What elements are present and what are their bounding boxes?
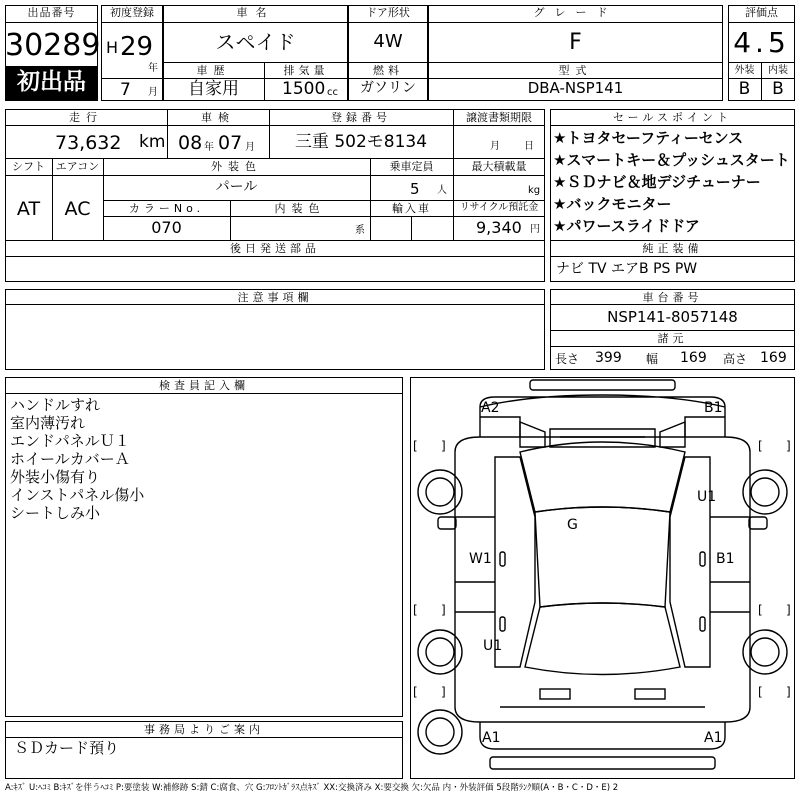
bracket-mark: ] bbox=[441, 603, 446, 617]
bracket-mark: ] bbox=[441, 439, 446, 453]
ext-color: パール bbox=[215, 179, 258, 195]
int-color-label: 内装色 bbox=[274, 202, 326, 215]
remark-line: ハンドルすれ bbox=[10, 396, 101, 414]
chassis-label: 車台番号 bbox=[642, 291, 703, 304]
remark-line: 外装小傷有り bbox=[10, 468, 101, 486]
lot-number: 30289 bbox=[5, 28, 101, 63]
remark-line: 室内薄汚れ bbox=[10, 414, 86, 432]
width-value: 169 bbox=[680, 350, 707, 366]
ac: AC bbox=[64, 198, 91, 220]
length-value: 399 bbox=[595, 350, 622, 366]
fuel: ガソリン bbox=[360, 80, 416, 96]
bracket-mark: ] bbox=[786, 603, 791, 617]
bracket-mark: ] bbox=[786, 685, 791, 699]
equipment-label: 純正装備 bbox=[642, 242, 703, 255]
sales-point-item: ★トヨタセーフティーセンス bbox=[553, 129, 744, 147]
remark-line: ホイールカバーＡ bbox=[10, 450, 130, 468]
max-load-unit: kg bbox=[528, 185, 541, 196]
sales-point-item: ★ＳＤナビ＆地デジチューナー bbox=[553, 173, 761, 191]
capacity-label: 乗車定員 bbox=[389, 160, 434, 173]
car-name-label: 車名 bbox=[236, 6, 275, 19]
interior-label: 内装 bbox=[768, 65, 788, 76]
remark-line: インストパネル傷小 bbox=[10, 486, 145, 504]
bracket-mark: ] bbox=[786, 439, 791, 453]
sales-point-item: ★バックモニター bbox=[553, 195, 672, 213]
fuel-label: 燃料 bbox=[373, 64, 403, 77]
bracket-mark: [ bbox=[758, 439, 763, 453]
height-value: 169 bbox=[760, 350, 787, 366]
mileage: 73,632 bbox=[55, 132, 122, 154]
color-no: 070 bbox=[151, 218, 182, 237]
dims-label: 諸元 bbox=[657, 332, 688, 345]
notes-label: 注意事項欄 bbox=[237, 291, 313, 304]
windshield bbox=[520, 442, 685, 512]
interior-grade: B bbox=[772, 79, 784, 99]
equipment-value: ナビ TV エアB PS PW bbox=[556, 261, 698, 277]
exterior-grade: B bbox=[738, 79, 751, 99]
damage-mark: A1 bbox=[704, 730, 723, 746]
office-label: 事務局よりご案内 bbox=[144, 723, 264, 736]
model-code-label: 型式 bbox=[558, 64, 593, 77]
damage-mark: G bbox=[567, 517, 578, 533]
max-load-label: 最大積載量 bbox=[471, 160, 527, 173]
score-label: 評価点 bbox=[745, 6, 778, 19]
plate-label: 登録番号 bbox=[331, 111, 391, 124]
later-parts-label: 後日発送部品 bbox=[230, 242, 320, 255]
plate: 三重 502モ8134 bbox=[294, 132, 428, 152]
height-label: 高さ bbox=[723, 352, 748, 366]
grade: F bbox=[569, 30, 582, 55]
inspection-year-unit: 年 bbox=[204, 142, 214, 153]
ac-label: エアコン bbox=[55, 160, 100, 173]
month-unit: 月 bbox=[148, 87, 158, 98]
import-label: 輸入車 bbox=[392, 202, 431, 215]
car-name: スペイド bbox=[215, 30, 296, 54]
remark-line: シートしみ小 bbox=[10, 504, 101, 522]
door: 4W bbox=[373, 31, 403, 52]
bracket-mark: [ bbox=[413, 685, 418, 699]
legend: A:ｷｽﾞ U:ﾍｺﾐ B:ｷｽﾞを伴うﾍｺﾐ P:要塗装 W:補修跡 S:錆 C:腐食、穴 G:ﾌﾛﾝﾄｶﾞﾗｽ点ｷｽﾞ XX:交換済み X:要交換 欠:欠品 内・外装評価 5段階ﾗﾝｸ順(A・B・C・D・E) 2 bbox=[5, 783, 619, 793]
sales-points-label: セールスポイント bbox=[612, 111, 732, 124]
front-bumper bbox=[530, 380, 675, 390]
damage-mark: U1 bbox=[483, 638, 503, 654]
rear-bumper bbox=[490, 757, 715, 769]
roof bbox=[535, 507, 670, 607]
damage-mark: B1 bbox=[716, 551, 735, 567]
int-color-unit: 系 bbox=[355, 225, 365, 236]
transfer-day-unit: 日 bbox=[524, 141, 534, 152]
chassis-number: NSP141-8057148 bbox=[607, 308, 738, 326]
capacity: 5 bbox=[410, 180, 420, 198]
exterior-label: 外装 bbox=[734, 65, 755, 76]
ext-color-label: 外装色 bbox=[211, 160, 262, 173]
shift-label: シフト bbox=[12, 160, 45, 173]
bracket-mark: [ bbox=[413, 603, 418, 617]
bracket-mark: [ bbox=[413, 439, 418, 453]
damage-mark: U1 bbox=[697, 489, 717, 505]
bracket-mark: [ bbox=[758, 603, 763, 617]
inspection-year: 08 bbox=[178, 132, 203, 154]
sales-point-item: ★スマートキー＆プッシュスタート bbox=[553, 151, 790, 169]
first-listing-text: 初出品 bbox=[17, 69, 86, 95]
length-label: 長さ bbox=[555, 352, 580, 366]
mileage-unit: km bbox=[139, 132, 166, 152]
first-reg-label: 初度登録 bbox=[110, 6, 154, 19]
recycle-unit: 円 bbox=[530, 224, 540, 235]
displacement-label: 排気量 bbox=[283, 64, 329, 77]
mileage-label: 走行 bbox=[69, 111, 103, 124]
score: 4.5 bbox=[733, 26, 790, 59]
bracket-mark: [ bbox=[758, 685, 763, 699]
inspection-month-unit: 月 bbox=[245, 142, 255, 153]
transfer-month-unit: 月 bbox=[490, 141, 500, 152]
body-outline bbox=[455, 437, 750, 722]
displacement-unit: cc bbox=[327, 87, 338, 98]
spare-wheel bbox=[418, 710, 462, 754]
rear-window bbox=[525, 603, 680, 675]
capacity-unit: 人 bbox=[437, 185, 447, 196]
inspector-remarks bbox=[10, 396, 144, 522]
office-message: ＳＤカード預り bbox=[14, 739, 120, 757]
recycle-label: リサイクル預託金 bbox=[459, 202, 539, 213]
width-label: 幅 bbox=[646, 352, 659, 366]
inspection-month: 07 bbox=[218, 132, 243, 154]
damage-mark: W1 bbox=[469, 551, 492, 567]
bracket-mark: ] bbox=[441, 685, 446, 699]
inspection-label: 車検 bbox=[201, 111, 235, 124]
color-no-label: カラーNo. bbox=[128, 202, 205, 215]
displacement: 1500 bbox=[282, 79, 326, 99]
lot-number-label: 出品番号 bbox=[27, 6, 76, 19]
damage-mark: A1 bbox=[482, 730, 501, 746]
grade-label: グレード bbox=[533, 6, 618, 19]
transfer-doc-label: 譲渡書類期限 bbox=[466, 111, 532, 124]
damage-mark: A2 bbox=[481, 400, 500, 416]
car-diagram bbox=[410, 377, 795, 779]
door-label: ドア形状 bbox=[366, 6, 410, 19]
sales-point-item: ★パワースライドドア bbox=[553, 217, 700, 235]
inspector-label: 検査員記入欄 bbox=[159, 379, 249, 392]
hood-outline bbox=[480, 395, 725, 437]
year-unit: 年 bbox=[148, 63, 158, 74]
model-code: DBA-NSP141 bbox=[527, 79, 624, 97]
history-label: 車歴 bbox=[196, 64, 231, 77]
reg-month: 7 bbox=[120, 80, 131, 100]
damage-mark: B1 bbox=[704, 400, 723, 416]
reg-year: 29 bbox=[120, 32, 154, 62]
remark-line: エンドパネルＵ１ bbox=[10, 432, 130, 450]
era-letter: H bbox=[106, 38, 119, 57]
recycle: 9,340 bbox=[476, 218, 522, 237]
history: 自家用 bbox=[188, 79, 239, 99]
shift: AT bbox=[16, 198, 41, 220]
